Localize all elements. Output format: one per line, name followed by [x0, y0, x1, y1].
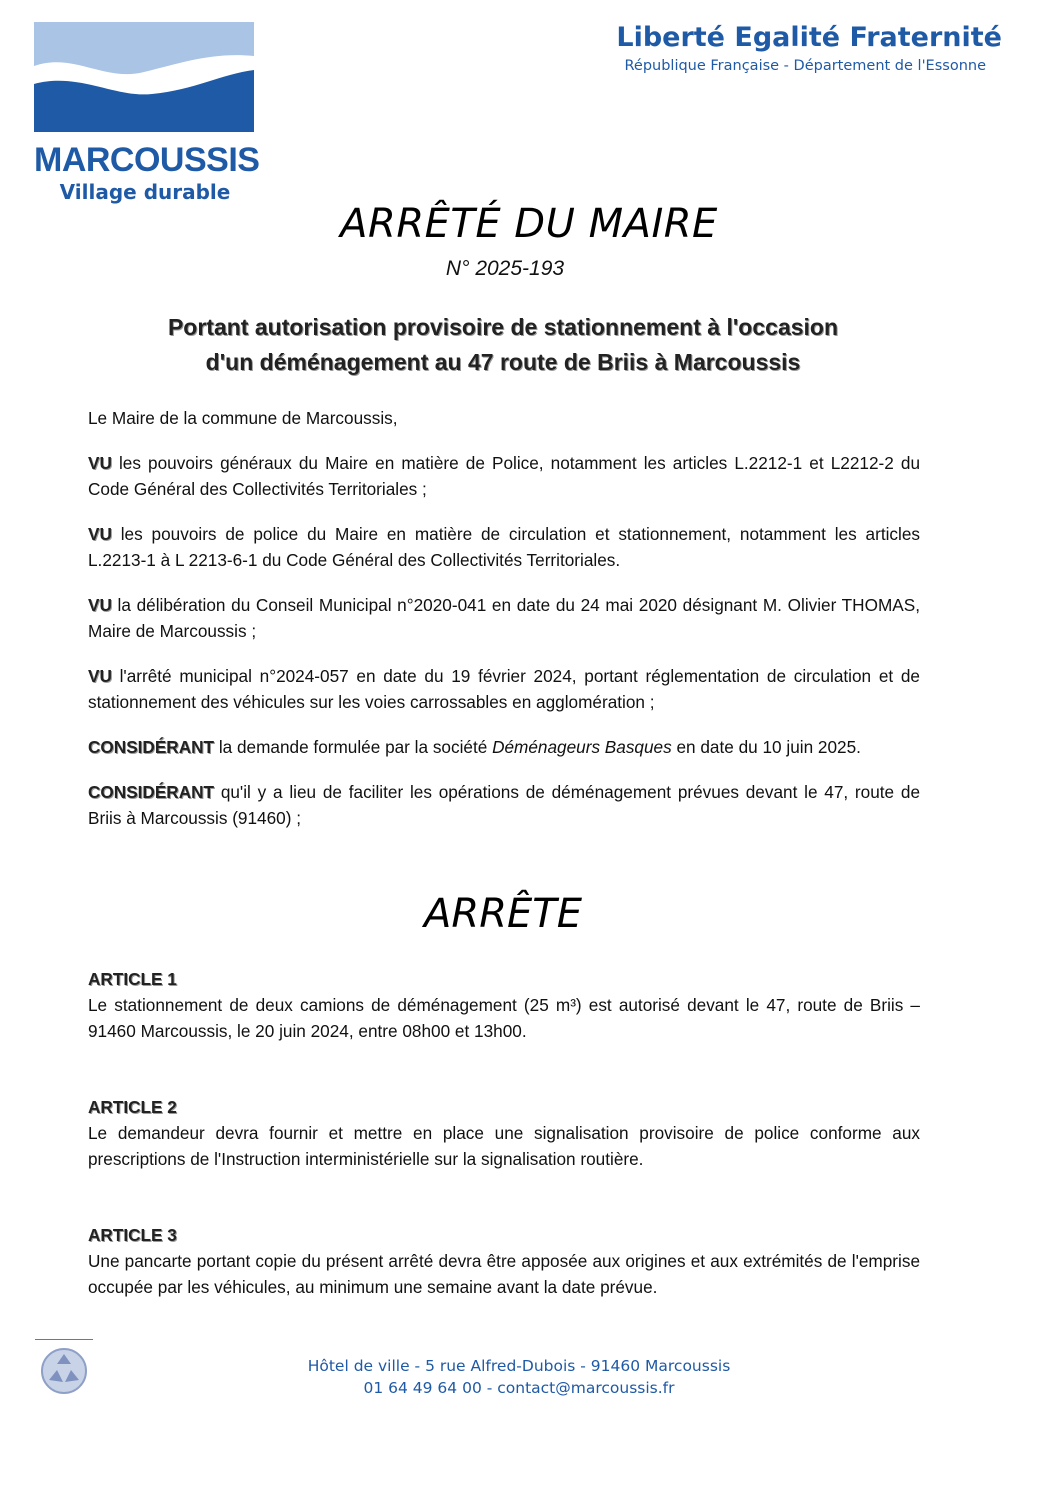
subject-line: d'un déménagement au 47 route de Briis à Marcoussis — [205, 349, 801, 375]
intro-paragraph: Le Maire de la commune de Marcoussis, — [88, 408, 398, 428]
recital-keyword: CONSIDÉRANT — [88, 782, 215, 802]
recital-paragraph — [88, 779, 920, 831]
logo-wave-icon — [34, 22, 254, 132]
marcoussis-logo — [34, 22, 260, 204]
logo-tagline: Village durable — [59, 180, 231, 204]
recital-text: les pouvoirs de police du Maire en matière de circulation et stationnement, notamment les articles L.2213-1 à L 2213-6-1 du Code Général des Collectivités Territoriales. — [88, 524, 920, 570]
decree-recitals — [88, 405, 920, 850]
recital-text: en date du 10 juin 2025. — [671, 737, 861, 757]
recital-paragraph — [88, 450, 920, 502]
company-name: Déménageurs Basques — [492, 737, 672, 757]
recital-keyword: VU — [88, 666, 112, 686]
article-title: ARTICLE 2 — [88, 1097, 177, 1117]
footer-divider — [35, 1339, 93, 1340]
recital-paragraph — [88, 663, 920, 715]
footer-address: Hôtel de ville - 5 rue Alfred-Dubois - 91460 Marcoussis — [307, 1357, 731, 1375]
articles-section — [88, 966, 920, 1350]
recital-keyword: VU — [88, 524, 112, 544]
recital-paragraph — [88, 734, 920, 760]
page-footer — [0, 1355, 1038, 1399]
article-title: ARTICLE 3 — [88, 1225, 177, 1245]
recital-text: qu'il y a lieu de faciliter les opérations de déménagement prévues devant le 47, route de Briis à Marcoussis (91460) ; — [88, 782, 920, 828]
article-title: ARTICLE 1 — [88, 969, 177, 989]
recital-paragraph — [88, 521, 920, 573]
logo-name: MARCOUSSIS — [34, 141, 260, 179]
recital-text: la demande formulée par la société — [214, 737, 493, 757]
republic-department: République Française - Département de l'Essonne — [624, 58, 986, 74]
article — [88, 1094, 920, 1172]
article-text: Une pancarte portant copie du présent arrêté devra être apposée aux origines et aux extrémités de l'emprise occupée par les véhicules, au minimum une semaine avant la date prévue. — [88, 1251, 920, 1297]
recital-keyword: VU — [88, 453, 112, 473]
article-text: Le demandeur devra fournir et mettre en place une signalisation provisoire de police conforme aux prescriptions de l'Instruction interministérielle sur la signalisation routière. — [88, 1123, 920, 1169]
article — [88, 1222, 920, 1300]
recital-text: la délibération du Conseil Municipal n°2020-041 en date du 24 mai 2020 désignant M. Olivier THOMAS, Maire de Marcoussis ; — [88, 595, 920, 641]
decree-subject — [0, 310, 1006, 380]
page-title: ARRÊTÉ DU MAIRE — [340, 201, 718, 247]
recital-text: les pouvoirs généraux du Maire en matière de Police, notamment les articles L.2212-1 et L2212-2 du Code Général des Collectivités Territoriales ; — [88, 453, 920, 499]
footer-contact[interactable]: 01 64 49 64 00 - contact@marcoussis.fr — [363, 1379, 675, 1397]
article-text: Le stationnement de deux camions de déménagement (25 m³) est autorisé devant le 47, route de Briis – 91460 Marcoussis, le 20 juin 2024, entre 08h00 et 13h00. — [88, 995, 920, 1041]
recital-keyword: CONSIDÉRANT — [88, 737, 215, 757]
republic-motto: Liberté Egalité Fraternité — [616, 22, 1002, 53]
decree-number: N° 2025-193 — [445, 257, 565, 280]
recital-keyword: VU — [88, 595, 112, 615]
decision-heading: ARRÊTE — [424, 891, 582, 937]
subject-line: Portant autorisation provisoire de stationnement à l'occasion — [167, 314, 839, 340]
recital-text: l'arrêté municipal n°2024-057 en date du 19 février 2024, portant réglementation de circulation et de stationnement des véhicules sur les voies carrossables en agglomération ; — [88, 666, 920, 712]
article — [88, 966, 920, 1044]
recital-paragraph — [88, 592, 920, 644]
